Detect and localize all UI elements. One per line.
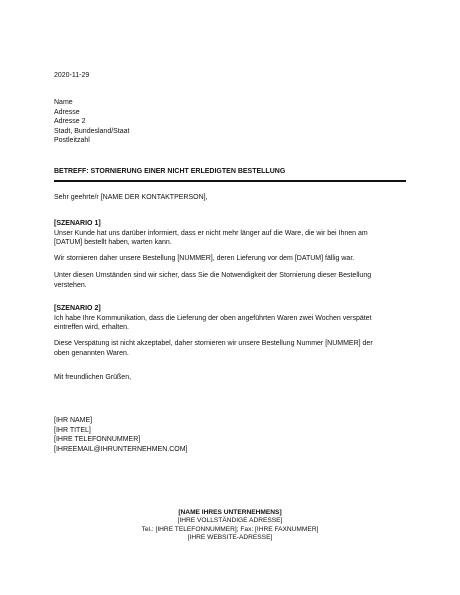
scenario-1-paragraph-3-line-2: verstehen. — [54, 281, 87, 289]
scenario-2-paragraph-1-line-1: Ich habe Ihre Kommunikation, dass die Lieferung der oben angeführten Waren zwei Wochen verspätet — [54, 314, 372, 322]
signature-email: [IHREEMAIL@IHRUNTERNEHMEN.COM] — [54, 445, 188, 453]
salutation: Sehr geehrte/r [NAME DER KONTAKTPERSON], — [54, 194, 208, 201]
signature-title: [IHR TITEL] — [54, 426, 91, 434]
signature-block — [54, 416, 406, 454]
signature-name: [IHR NAME] — [54, 417, 93, 424]
scenario-2-paragraph-2-line-2: oben genannten Waren. — [54, 349, 129, 357]
scenario-1-paragraph-3 — [54, 271, 406, 290]
scenario-1-paragraph-2: Wir stornieren daher unsere Bestellung [NUMMER], deren Lieferung vor dem [DATUM] fällig war. — [54, 255, 355, 262]
scenario-2-paragraph-2-line-1: Diese Verspätung ist nicht akzeptabel, daher stornieren wir unsere Bestellung Nummer [NUMMER] der — [54, 340, 373, 347]
recipient-name: Name — [54, 99, 73, 106]
letter-date: 2020-11-29 — [54, 72, 90, 79]
footer-website: [IHRE WEBSITE-ADRESSE] — [187, 534, 273, 542]
signature-phone: [IHRE TELEFONNUMMER] — [54, 436, 141, 444]
subject-divider — [54, 180, 406, 182]
company-footer — [0, 509, 460, 543]
scenario-1-paragraph-1-line-1: Unser Kunde hat uns darüber informiert, dass er nicht mehr länger auf die Ware, die wir bei Ihnen am — [54, 229, 368, 237]
recipient-postal-code: Postleitzahl — [54, 137, 90, 145]
scenario-1-paragraph-1-line-2: [DATUM] bestellt haben, warten kann. — [54, 239, 172, 247]
footer-phone-fax: Tel.: [IHRE TELEFONNUMMER]; Fax: [IHRE FAXNUMMER] — [141, 525, 319, 533]
scenario-1-section — [54, 219, 406, 248]
scenario-2-section — [54, 304, 406, 333]
recipient-address-line-2: Adresse 2 — [54, 118, 86, 126]
recipient-city-state: Stadt, Bundesland/Staat — [54, 127, 130, 135]
closing: Mit freundlichen Grüßen, — [54, 374, 132, 381]
subject-line: BETREFF: STORNIERUNG EINER NICHT ERLEDIGTEN BESTELLUNG — [54, 168, 286, 175]
scenario-2-paragraph-1-line-2: eintreffen wird, erhalten. — [54, 324, 129, 332]
recipient-address — [54, 98, 406, 146]
scenario-2-paragraph-2 — [54, 339, 406, 358]
footer-address: [IHRE VOLLSTÄNDIGE ADRESSE] — [177, 517, 283, 525]
recipient-address-line-1: Adresse — [54, 108, 80, 116]
scenario-2-heading: [SZENARIO 2] — [54, 305, 101, 312]
scenario-1-paragraph-3-line-1: Unter diesen Umständen sind wir sicher, dass Sie die Notwendigkeit der Stornierung dieser Bestellung — [54, 272, 372, 279]
footer-company-name: [NAME IHRES UNTERNEHMENS] — [178, 509, 282, 516]
scenario-1-heading: [SZENARIO 1] — [54, 220, 101, 227]
